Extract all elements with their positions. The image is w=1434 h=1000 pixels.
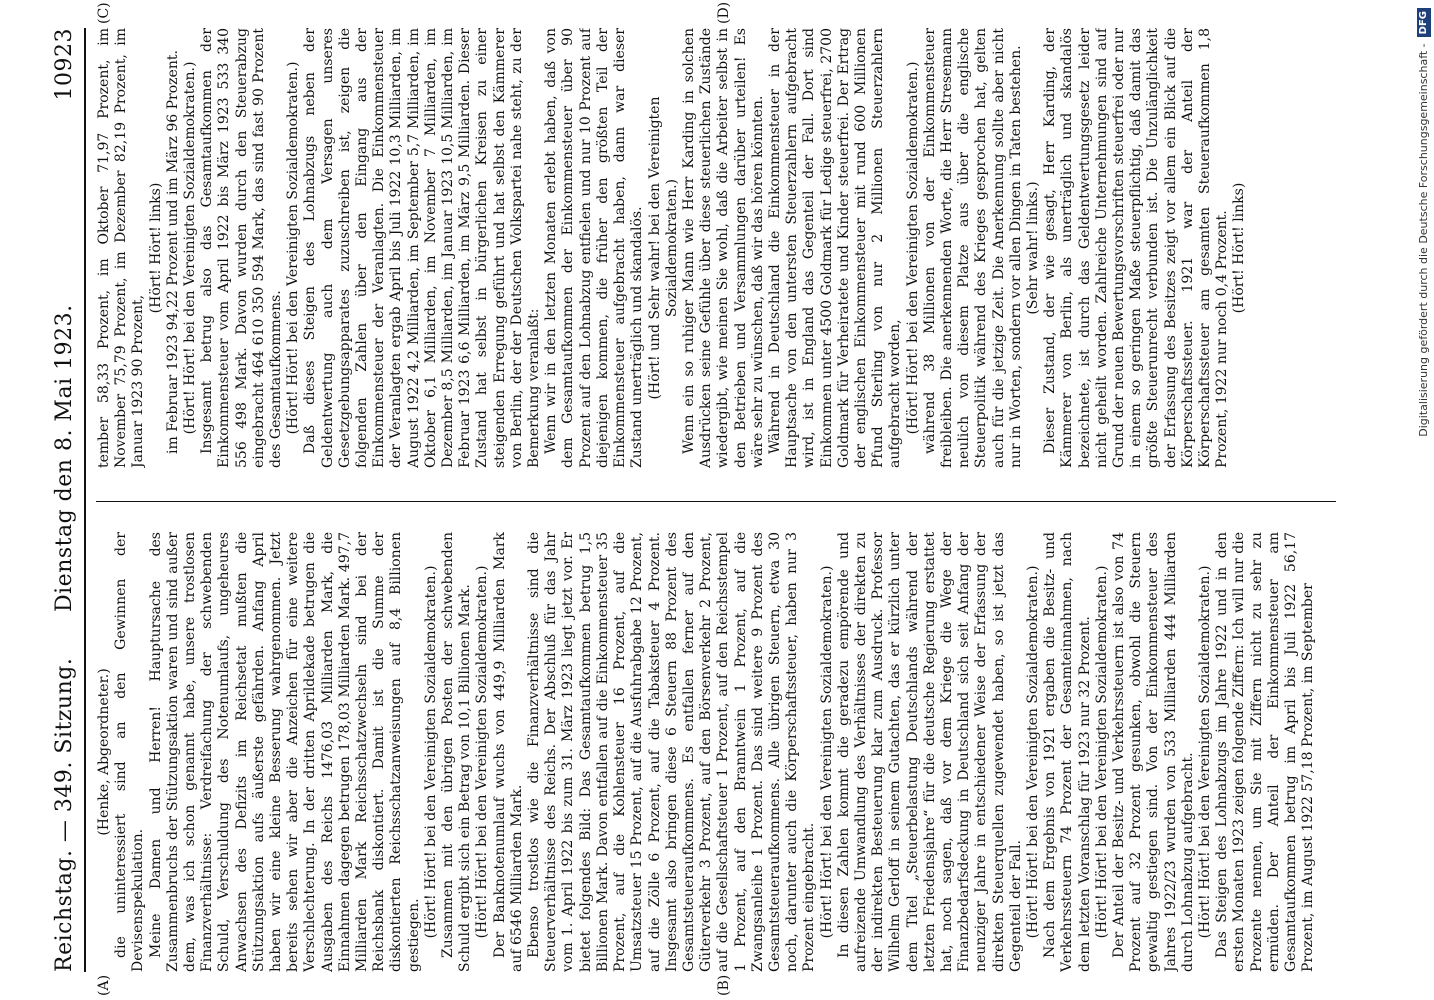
paragraph: (Hört! Hört! bei den Vereinigten Sozialdemokraten.) — [1024, 565, 1041, 939]
paragraph: Während in Deutschland die Einkommensteuer in der Hauptsache von den untersten Steuerzahlern aufgebracht wird, ist in England das Gegenteil der Fall. Dort sind Einkommen unter 4500 Goldmark für Ledige steuerfrei, 2700 Goldmark für Verheiratete und Kinder steuerfrei. Der Ertrag der englischen Einkommensteuer mit rund 600 Millionen Pfund Sterling von nur 2 Millionen Steuerzahlern aufgebracht worden, — [766, 28, 904, 468]
paragraph: Ebenso trostlos wie die Finanzverhältnisse sind die Steuerverhältnisse des Reichs. Der Abschluß für das Jahr vom 1. April 1922 bis zum 31. März 1923 liegt jetzt vor. Er bietet folgendes Bild: Das Gesamtaufkommen betrug 1,5 Billionen Mark. Davon entfallen auf die Einkommensteuer 35 Prozent, auf die Kohlensteuer 16 Prozent, auf die Umsatzsteuer 15 Prozent, auf die Ausfuhrabgabe 12 Prozent, auf die Zölle 6 Prozent, auf die Tabaksteuer 4 Prozent. Insgesamt also bringen diese 6 Steuern 88 Prozent des Gesamtsteueraufkommens. Es entfallen ferner auf den Güterverkehr 3 Prozent, auf den Börsenverkehr 2 Prozent, auf die Gesellschaftsteuer 1 Prozent, auf den Reichsstempel 1 Prozent, auf den Branntwein 1 Prozent, auf die Zwangsanleihe 1 Prozent. Das sind weitere 9 Prozent des Gesamtsteueraufkommens. Alle übrigen Steuern, etwa 30 noch, darunter auch die Körperschaftssteuer, haben nur 3 Prozent eingebracht. — [526, 532, 818, 972]
dfg-logo: DFG — [1417, 8, 1431, 37]
paragraph: Der Anteil der Besitz- und Verkehrssteuern ist also von 74 Prozent auf 32 Prozent gesunken, obwohl die Steuern gewaltig gestiegen sind. Von der Einkommensteuer des Jahres 1922/23 wurden von 533 Milliarden 444 Milliarden durch Lohnabzug aufgebracht. — [1110, 532, 1196, 972]
paragraph: (Hört! Hört! bei den Vereinigten Sozialdemokraten.) — [1093, 565, 1110, 939]
paragraph: (Hört! und Sehr wahr! bei den Vereinigten Sozialdemokraten.) — [646, 96, 680, 400]
margin-marker-d: (D) — [716, 1, 732, 24]
paragraph: die uninteressiert sind an den Gewinnen der Devisenspekulation. — [113, 532, 147, 972]
paragraph: während 38 Millionen von der Einkommensteuer freibleiben. Die anerkennenden Worte, die Herr Stresemann neulich von diesem Platze aus über die englische Steuerpolitik während des Krieges gesprochen hat, gelten auch für die jetzige Zeit. Die Anerkennung sollte aber nicht nur in Worten, sondern vor allen Dingen in Taten bestehen. — [921, 28, 1024, 468]
paragraph: Dieser Zustand, der wie gesagt, Herr Karding, der Kämmerer von Berlin, als unerträglich und skandalös bezeichnete, ist durch das Geldentwertungsgesetz leider nicht geheilt worden. Zahlreiche Unternehmungen sind auf Grund der neuen Bewertungsvorschriften steuerfrei oder nur in einem so geringen Maße steuerpflichtig, daß damit das größte Steuerunrecht verbunden ist. Die Unzulänglichkeit der Erfassung des Besitzes zeigt vor allem ein Blick auf die Körperschaftssteuer. 1921 war der Anteil der Körperschaftssteuer am gesamten Steueraufkommen 1,8 Prozent, 1922 nur noch 0,4 Prozent. — [1042, 28, 1231, 468]
paragraph: Wenn ein so ruhiger Mann wie Herr Karding in solchen Ausdrücken seine Gefühle über diese steuerlichen Zustände wiedergibt, wie meinen Sie wohl, daß die Arbeiter selbst in den Betrieben und Versammlungen darüber urteilen! Es wäre sehr zu wünschen, daß wir das hören könnten. — [680, 28, 766, 468]
paragraph: (Hört! Hört! bei den Vereinigten Sozialdemokraten.) — [1197, 565, 1213, 939]
paragraph: (Hört! Hört! bei den Vereinigten Sozialdemokraten.) — [182, 61, 199, 435]
margin-marker-a: (A) — [96, 974, 112, 996]
header-rule — [84, 28, 86, 972]
margin-marker-b: (B) — [716, 974, 732, 996]
margin-marker-c: (C) — [96, 2, 112, 24]
paragraph: (Hört! Hört! bei den Vereinigten Sozialdemokraten.) — [285, 61, 302, 435]
page-number: 10923 — [52, 28, 77, 101]
paragraph: Meine Damen und Herren! Hauptursache des Zusammenbruchs der Stützungsaktion waren und sind außer dem, was ich schon genannt habe, unsere trostlosen Finanzverhältnisse: Verdreifachung der schwebenden Schuld, Verschuldung des Notenumlaufs, ungeheures Anwachsen des Defizits im Reichsetat mußten die Stützungsaktion aufs äußerste gefährden. Anfang April haben wir eine kleine Besserung wahrgenommen. Jetzt bereits sehen wir aber die Anzeichen für eine weitere Verschlechterung. In der dritten Aprildekade betrugen die Ausgaben des Reichs 1476,03 Milliarden Mark, die Einnahmen dagegen betrugen 178,03 Milliarden Mark. 497,7 Milliarden Mark Reichsschatzwechseln sind bei der Reichsbank diskontiert. Damit ist die Summe der diskontierten Reichsschatzanweisungen auf 8,4 Billionen gestiegen. — [147, 532, 422, 972]
paragraph: (Henke, Abgeordneter.) — [96, 668, 112, 836]
paragraph: (Hört! Hört! bei den Vereinigten Sozialdemokraten.) — [474, 565, 491, 939]
paragraph: Insgesamt betrug also das Gesamtaufkommen der Einkommensteuer vom April 1922 bis März 1923 533 340 556 498 Mark. Davon wurden durch den Steuerabzug eingebracht 464 610 350 594 Mark, das sind fast 90 Prozent des Gesamtaufkommens. — [199, 28, 285, 468]
watermark-text: Digitalisierung gefördert durch die Deutsche Forschungsgemeinschaft - — [1417, 43, 1430, 437]
paragraph: im Februar 1923 94,22 Prozent und im März 96 Prozent. — [164, 50, 181, 454]
paragraph: Daß dieses Steigen des Lohnabzugs neben der Geldentwertung auch dem Versagen unseres Gesetzgebungsapparates zuzuschreiben ist, zeigen die folgenden Zahlen über den Eingang aus der Einkommensteuer der Veranlagten. Die Einkommensteuer der Veranlagten ergab April bis Juli 1922 10,3 Milliarden, im August 1922 4,2 Milliarden, im September 5,7 Milliarden, im Oktober 6,1 Milliarden, im November 7 Milliarden, im Dezember 8,5 Milliarden, im Januar 1923 10,5 Milliarden, im Februar 1923 6,6 Milliarden, im März 9,5 Milliarden. Dieser Zustand hat selbst in bürgerlichen Kreisen zu einer steigenden Erregung geführt und hat selbst den Kämmerer von Berlin, der der Deutschen Volkspartei nahe steht, zu der Bemerkung veranlaßt: — [302, 28, 543, 468]
paragraph: (Hört! Hört! links) — [1231, 182, 1248, 314]
paragraph: (Hört! Hört! links) — [147, 182, 164, 314]
paragraph: Der Banknotenumlauf wuchs von 449,9 Milliarden Mark auf 6546 Milliarden Mark. — [491, 532, 525, 972]
paragraph: Wenn wir in den letzten Monaten erlebt haben, daß von dem Gesamtaufkommen der Einkommensteuer über 90 Prozent auf den Lohnabzug entfielen und nur 10 Prozent auf diejenigen kommen, die früher den größten Teil der Einkommensteuer aufgebracht haben, dann war dieser Zustand unerträglich und skandalös. — [543, 28, 646, 468]
paragraph: (Sehr wahr! links.) — [1024, 181, 1041, 315]
page-header — [52, 28, 80, 972]
digitization-watermark — [1416, 8, 1432, 992]
paragraph: (Hört! Hört! bei den Vereinigten Sozialdemokraten.) — [818, 565, 835, 939]
paragraph: (Hört! Hört! bei den Vereinigten Sozialdemokraten.) — [904, 61, 921, 435]
paragraph: tember 58,33 Prozent, im Oktober 71,97 Prozent, im November 75,79 Prozent, im Dezember 82,19 Prozent, im Januar 1923 90 Prozent, — [96, 28, 147, 468]
paragraph: Nach dem Ergebnis von 1921 ergaben die Besitz- und Verkehrssteuern 74 Prozent der Gesamteinnahmen, nach dem letzten Voranschlag für 1923 nur 32 Prozent. — [1042, 532, 1093, 972]
column-divider — [96, 501, 1336, 502]
right-column — [96, 28, 1336, 468]
header-title: Reichstag. — 349. Sitzung. — [52, 657, 77, 972]
header-date: Dienstag den 8. Mai 1923. — [52, 304, 77, 612]
paragraph: Zusammen mit den übrigen Posten der schwebenden Schuld ergibt sich ein Betrag von 10,1 Billionen Mark. — [440, 532, 474, 972]
paragraph: (Hört! Hört! bei den Vereinigten Sozialdemokraten.) — [422, 565, 439, 939]
paragraph: In diesen Zahlen kommt die geradezu empörende und aufreizende Umwandlung des Verhältnisses der direkten zu der indirekten Besteuerung klar zum Ausdruck. Professor Wilhelm Gerloff in seinem Gutachten, das er kürzlich unter dem Titel „Steuerbelastung Deutschlands während der letzten Friedensjahre“ für die deutsche Regierung erstattet hat, noch sagen, daß vor dem Kriege die Wege der Finanzbedarfsdeckung in Deutschland sich seit Anfang der neunziger Jahre in entschiedener Weise der Erfassung der direkten Steuerquellen zugewendet haben, so ist jetzt das Gegenteil der Fall. — [835, 532, 1024, 972]
paragraph: Das Steigen des Lohnabzugs im Jahre 1922 und in den ersten Monaten 1923 zeigen folgende Ziffern: Ich will nur die Prozente nennen, um Sie mit Ziffern nicht zu sehr zu ermüden. Der Anteil der Einkommensteuer am Gesamtaufkommen betrug im April bis Juli 1922 56,17 Prozent, im August 1922 57,18 Prozent, im September — [1214, 532, 1317, 972]
left-column — [96, 532, 1336, 972]
